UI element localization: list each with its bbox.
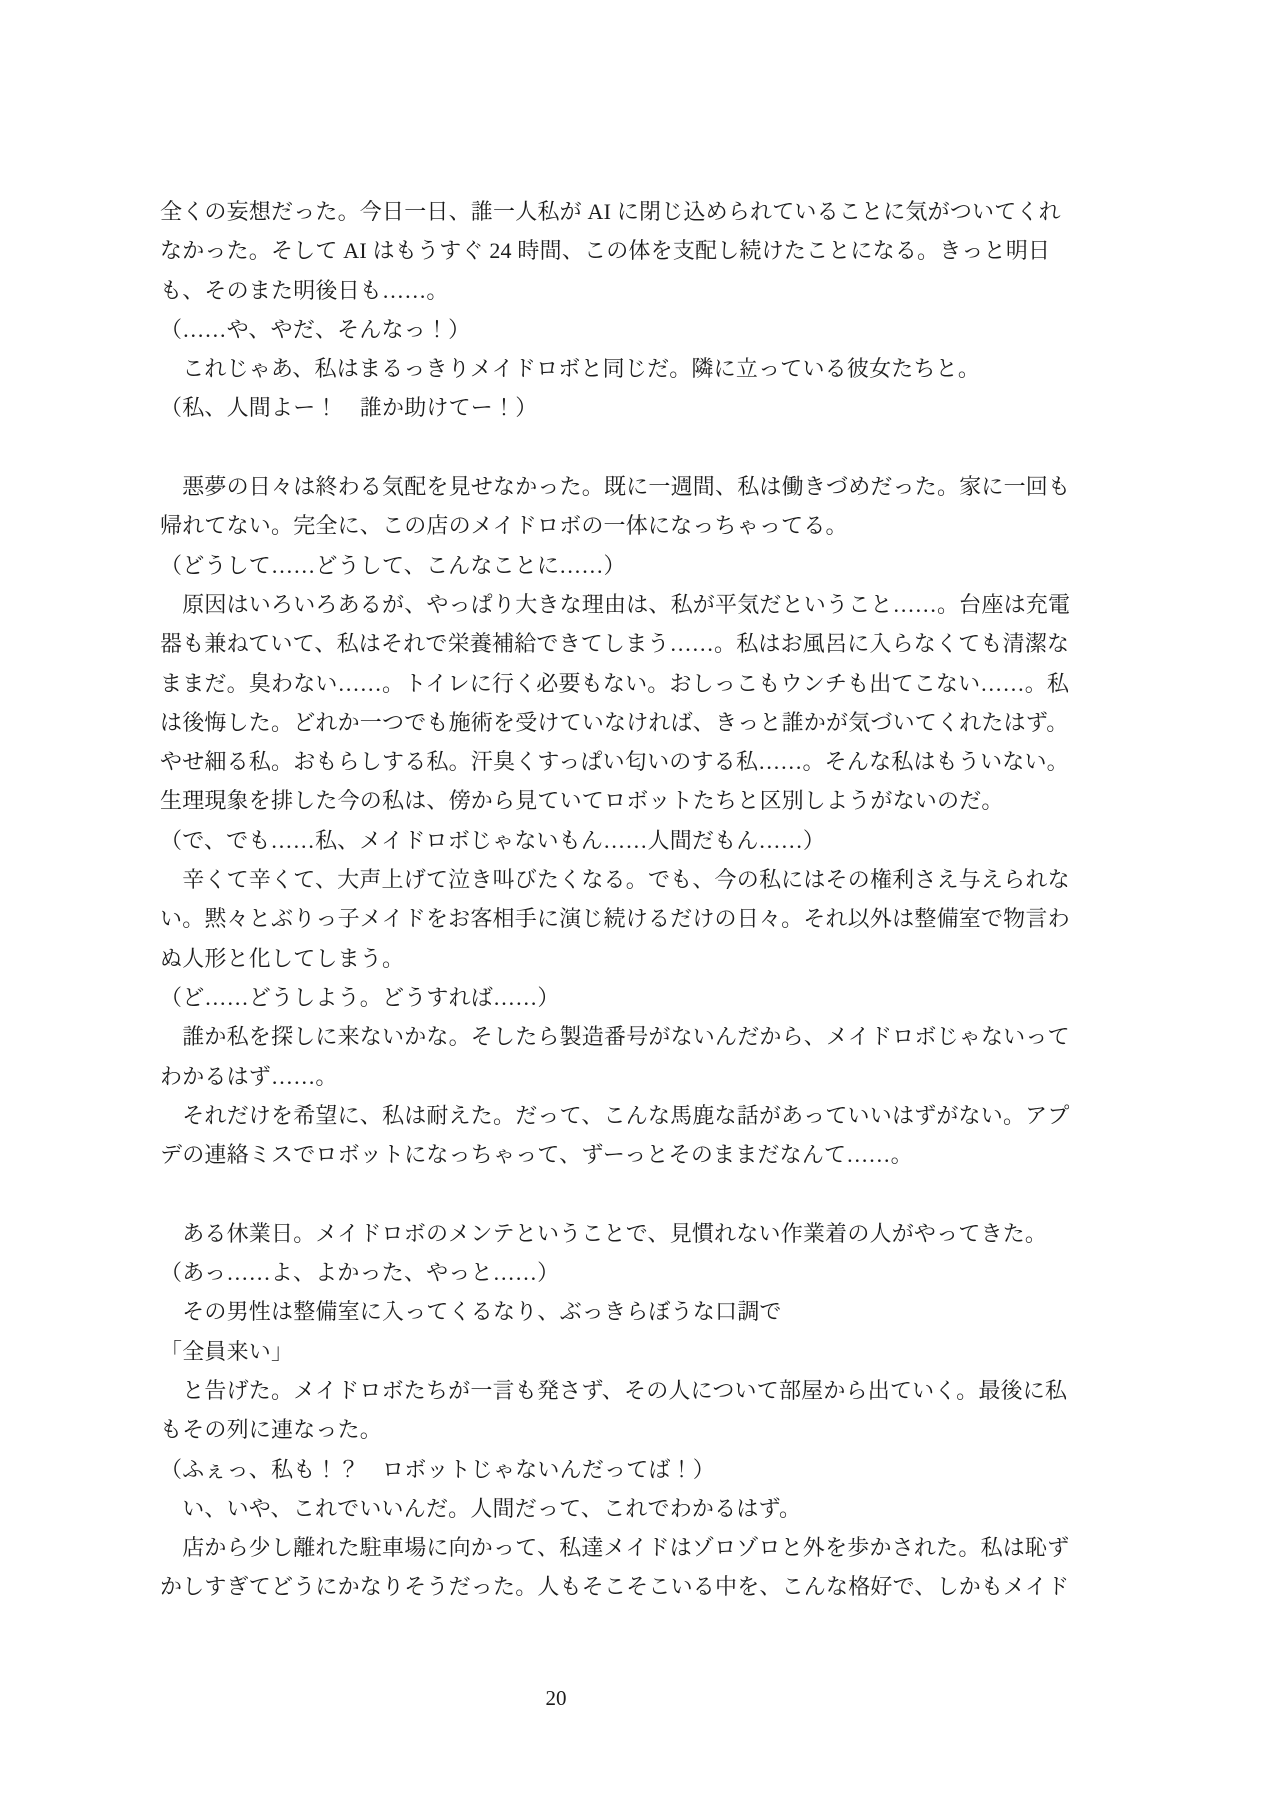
text-line: 「全員来い」 bbox=[160, 1338, 294, 1364]
text-line: 店から少し離れた駐車場に向かって、私達メイドはゾロゾロと外を歩かされた。私は恥ず bbox=[160, 1535, 1070, 1561]
text-line: （どうして……どうして、こんなことに……） bbox=[160, 552, 626, 578]
text-line: （……や、やだ、そんなっ！） bbox=[160, 316, 471, 342]
text-line: もその列に連なった。 bbox=[160, 1417, 383, 1443]
text-line: 全くの妄想だった。今日一日、誰一人私が AI に閉じ込められていることに気がついてくれ bbox=[160, 199, 1061, 224]
text-line: それだけを希望に、私は耐えた。だって、こんな馬鹿な話があっていいはずがない。アプ bbox=[160, 1102, 1070, 1128]
text-line: 辛くて辛くて、大声上げて泣き叫びたくなる。でも、今の私にはその権利さえ与えられな bbox=[160, 867, 1070, 893]
text-line: かしすぎてどうにかなりそうだった。人もそこそこいる中を、こんな格好で、しかもメイド bbox=[160, 1574, 1070, 1600]
text-line: い。黙々とぶりっ子メイドをお客相手に演じ続けるだけの日々。それ以外は整備室で物言わ bbox=[160, 906, 1070, 932]
text-line: と告げた。メイドロボたちが一言も発さず、その人について部屋から出ていく。最後に私 bbox=[160, 1377, 1068, 1403]
text-line: ままだ。臭わない……。トイレに行く必要もない。おしっこもウンチも出てこない……。私 bbox=[160, 670, 1070, 696]
text-line-blank bbox=[160, 428, 1125, 467]
page-text bbox=[160, 192, 1125, 1607]
text-line: （私、人間よー！ 誰か助けてー！） bbox=[160, 395, 538, 421]
text-line: ぬ人形と化してしまう。 bbox=[160, 945, 405, 971]
text-line: は後悔した。どれか一つでも施術を受けていなければ、きっと誰かが気づいてくれたはず。 bbox=[160, 709, 1069, 735]
text-line: 悪夢の日々は終わる気配を見せなかった。既に一週間、私は働きづめだった。家に一回も bbox=[160, 474, 1071, 500]
text-line: これじゃあ、私はまるっきりメイドロボと同じだ。隣に立っている彼女たちと。 bbox=[160, 356, 981, 382]
text-line-blank bbox=[160, 1174, 1125, 1213]
text-line: ある休業日。メイドロボのメンテということで、見慣れない作業着の人がやってきた。 bbox=[160, 1220, 1048, 1246]
text-line: 帰れてない。完全に、この店のメイドロボの一体になっちゃってる。 bbox=[160, 513, 848, 539]
text-line: 器も兼ねていて、私はそれで栄養補給できてしまう……。私はお風呂に入らなくても清潔な bbox=[160, 631, 1070, 657]
text-line: わかるはず……。 bbox=[160, 1063, 338, 1089]
text-line: デの連絡ミスでロボットになっちゃって、ずーっとそのままだなんて……。 bbox=[160, 1142, 913, 1168]
text-line: い、いや、これでいいんだ。人間だって、これでわかるはず。 bbox=[160, 1495, 802, 1521]
text-line: （ど……どうしよう。どうすれば……） bbox=[160, 984, 560, 1010]
text-line: 誰か私を探しに来ないかな。そしたら製造番号がないんだから、メイドロボじゃないって bbox=[160, 1024, 1070, 1050]
text-line: 原因はいろいろあるが、やっぱり大きな理由は、私が平気だということ……。台座は充電 bbox=[160, 591, 1071, 617]
text-line: も、そのまた明後日も……。 bbox=[160, 277, 449, 303]
text-line: 生理現象を排した今の私は、傍から見ていてロボットたちと区別しようがないのだ。 bbox=[160, 788, 1004, 814]
text-line: やせ細る私。おもらしする私。汗臭くすっぱい匂いのする私……。そんな私はもういない。 bbox=[160, 749, 1069, 775]
page-number: 20 bbox=[545, 1686, 567, 1710]
text-line: （ふぇっ、私も！？ ロボットじゃないんだってば！） bbox=[160, 1456, 716, 1482]
text-line: （あっ……よ、よかった、やっと……） bbox=[160, 1260, 560, 1286]
text-line: なかった。そして AI はもうすぐ 24 時間、この体を支配し続けたことになる。きっと明日 bbox=[160, 238, 1051, 264]
text-line: （で、でも……私、メイドロボじゃないもん……人間だもん……） bbox=[160, 827, 826, 853]
text-line: その男性は整備室に入ってくるなり、ぶっきらぼうな口調で bbox=[160, 1299, 782, 1325]
